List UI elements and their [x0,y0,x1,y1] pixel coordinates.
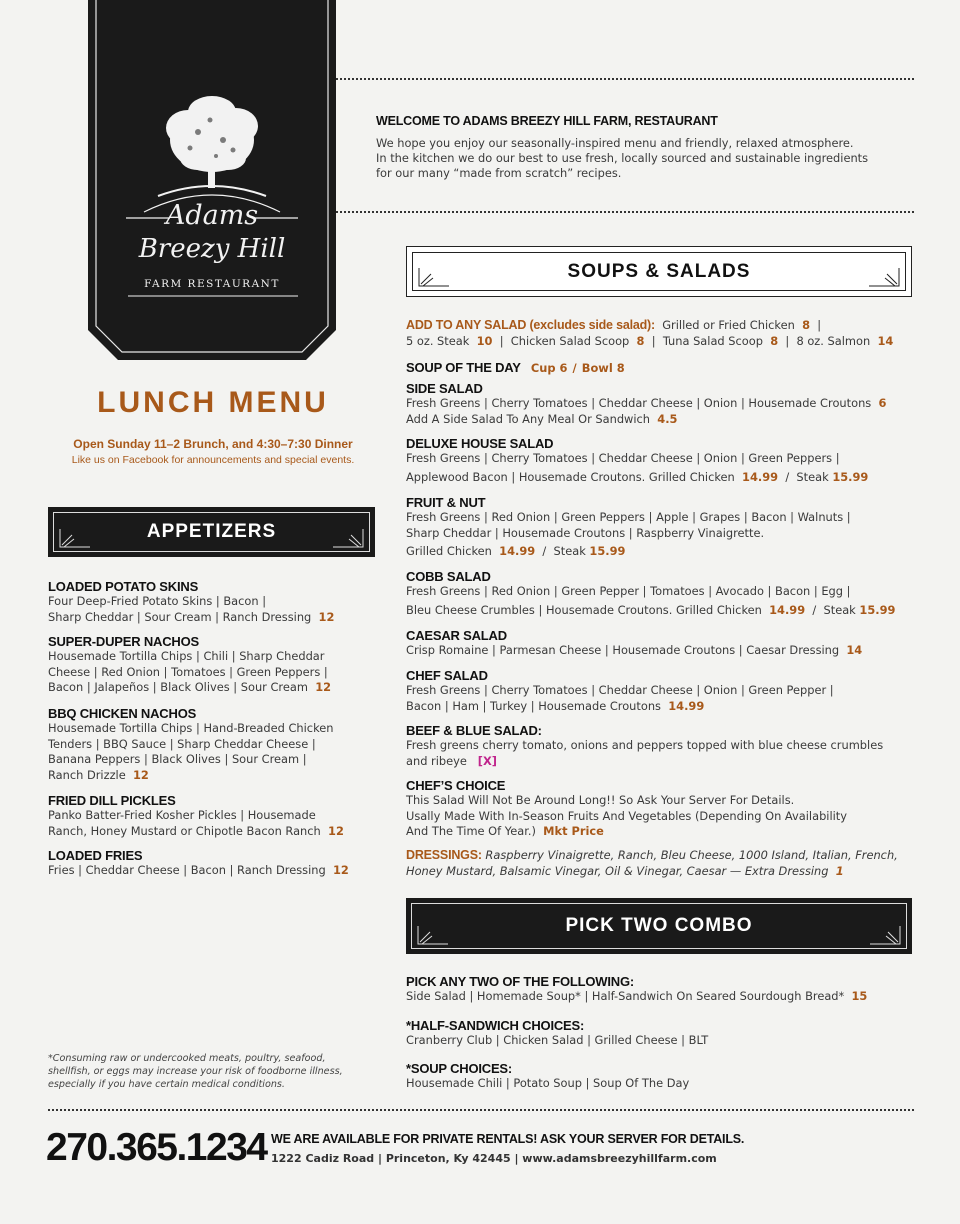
item-name: SUPER-DUPER NACHOS [48,634,199,649]
item-desc: Grilled Chicken 14.99 / Steak 15.99 [406,544,626,558]
item-name: LOADED POTATO SKINS [48,579,199,594]
item-price: 15 [851,989,868,1003]
deluxe-house-salad [406,436,868,485]
beef-blue-salad [406,723,883,769]
side-salad [406,381,886,427]
item-price: 15.99 [589,544,626,558]
item-desc: Fresh Greens | Red Onion | Green Peppers | Apple | Grapes | Bacon | Walnuts | [406,510,851,524]
item-name: CHEF’S CHOICE [406,778,506,793]
logo-line-breezy-hill: Breezy Hill [138,234,286,264]
item-name: BBQ CHICKEN NACHOS [48,706,197,721]
logo-banner [88,0,336,360]
item-price: 12 [132,767,149,782]
item-desc: This Salad Will Not Be Around Long!! So Ask Your Server For Details. [406,793,795,807]
item-price: [X] [477,753,497,768]
item-desc: Usally Made With In-Season Fruits And Vegetables (Depending On Availability [406,808,848,823]
item-name: FRIED DILL PICKLES [48,793,176,808]
item-desc: Cranberry Club | Chicken Salad | Grilled Cheese | BLT [406,1033,709,1047]
item-price: 1 [835,863,844,878]
appetizer-bbq-chicken-nachos [48,706,334,783]
disclaimer [48,1052,343,1091]
item-price: 12 [315,680,332,694]
addon-sep: | [817,318,822,332]
item-price: 14.99 [742,469,779,484]
item-desc: Add A Side Salad To Any Meal Or Sandwich 4.5 [406,411,678,426]
ornament-icon [416,924,450,946]
item-price: Cup 6 [530,361,568,375]
item-name: *HALF-SANDWICH CHOICES: [406,1018,585,1033]
item-desc: Fresh Greens | Cherry Tomatoes | Cheddar Cheese | Onion | Green Pepper | [406,683,834,697]
item-desc: Side Salad | Homemade Soup* | Half-Sandwich On Seared Sourdough Bread* 15 [406,989,868,1003]
item-name: DELUXE HOUSE SALAD [406,436,554,451]
item-price: Bowl 8 [581,361,625,375]
logo-line-adams: Adams [165,200,259,231]
addon-label: ADD TO ANY SALAD (excludes side salad): [406,318,655,332]
dressings [406,848,898,879]
logo-graphic [88,0,336,360]
chefs-choice-salad [406,778,847,840]
item-desc: Ranch, Honey Mustard or Chipotle Bacon Ranch 12 [48,823,344,838]
pick-two-title: PICK TWO COMBO [565,915,753,936]
item-name: COBB SALAD [406,569,491,584]
lunch-hours: Open Sunday 11–2 Brunch, and 4:30–7:30 Dinner [73,437,353,451]
item-desc: and ribeye [X] [406,753,497,768]
ornament-icon [867,266,901,288]
item-price: 12 [332,863,349,877]
item-desc: Ranch Drizzle 12 [48,767,149,782]
address: 1222 Cadiz Road | Princeton, Ky 42445 | www.adamsbreezyhillfarm.com [271,1152,717,1165]
welcome-title: WELCOME TO ADAMS BREEZY HILL FARM, RESTAURANT [376,114,718,128]
item-price: Mkt Price [543,824,604,838]
welcome-line-2: In the kitchen we do our best to use fresh, locally sourced and sustainable ingredients [376,151,869,165]
ornament-icon [868,924,902,946]
item-price: 12 [328,823,344,838]
item-desc: Fresh greens cherry tomato, onions and peppers topped with blue cheese crumbles [406,738,884,752]
item-desc: Fresh Greens | Cherry Tomatoes | Cheddar Cheese | Onion | Green Peppers | [406,451,840,465]
lunch-facebook: Like us on Facebook for announcements and special events. [71,454,355,466]
item-price: 14.99 [769,602,806,617]
appetizer-loaded-fries [48,848,349,879]
pick-any-two [406,974,867,1005]
item-desc: Banana Peppers | Black Olives | Sour Cream | [48,752,307,766]
lunch-menu-title: LUNCH MENU [97,386,329,419]
item-name: LOADED FRIES [48,848,143,863]
ornament-icon [58,527,92,549]
welcome-line-3: for our many “made from scratch” recipes. [376,166,622,180]
ornament-icon [417,266,451,288]
ornament-icon [331,527,365,549]
phone-number: 270.365.1234 [46,1126,267,1169]
addon-option: Tuna Salad Scoop [662,334,763,348]
item-desc: Sharp Cheddar | Sour Cream | Ranch Dressing 12 [48,609,335,624]
soup-of-the-day [406,357,625,376]
item-desc: Four Deep-Fried Potato Skins | Bacon | [48,594,267,608]
item-price: 14 [846,643,863,657]
addon-price: 8 [636,334,645,348]
logo-line-farm-restaurant: FARM RESTAURANT [144,278,280,290]
appetizers-title: APPETIZERS [146,521,277,542]
divider-top [336,78,914,80]
dressings-line-2: Honey Mustard, Balsamic Vinegar, Oil & Vinegar, Caesar — Extra Dressing 1 [406,863,844,878]
appetizers-header [48,507,375,557]
item-desc: Bleu Cheese Crumbles | Housemade Croutons. Grilled Chicken 14.99 / Steak 15.99 [406,602,896,617]
private-rentals: WE ARE AVAILABLE FOR PRIVATE RENTALS! ASK YOUR SERVER FOR DETAILS. [271,1132,745,1146]
item-desc: Housemade Chili | Potato Soup | Soup Of The Day [406,1076,690,1090]
addon-price: 8 [770,334,779,348]
chef-salad [406,668,834,714]
item-price: 15.99 [859,602,896,617]
soups-salads-header [406,246,912,297]
disclaimer-line: especially if you have certain medical conditions. [48,1079,285,1090]
pick-two-header [406,898,912,954]
item-name: BEEF & BLUE SALAD: [406,723,542,738]
addon-price: 8 [802,318,811,332]
item-desc: Sharp Cheddar | Housemade Croutons | Raspberry Vinaigrette. [406,525,765,540]
item-price: 6 [878,396,887,410]
disclaimer-line: *Consuming raw or undercooked meats, poultry, seafood, [48,1053,326,1064]
addon-option: 5 oz. Steak [406,334,470,348]
item-name: SIDE SALAD [406,381,483,396]
item-price: 14.99 [668,698,705,713]
appetizer-fried-dill-pickles [48,793,344,839]
item-desc: Fresh Greens | Cherry Tomatoes | Cheddar Cheese | Onion | Housemade Croutons 6 [406,396,887,410]
caesar-salad [406,628,862,659]
addon-price: 14 [877,334,894,348]
addon-option: Chicken Salad Scoop [510,334,630,348]
fruit-nut-salad [406,495,851,560]
item-desc: Housemade Tortilla Chips | Hand-Breaded Chicken [48,721,334,735]
item-name: FRUIT & NUT [406,495,486,510]
half-sandwich-choices [406,1018,708,1049]
item-desc: Cheese | Red Onion | Tomatoes | Green Peppers | [48,664,328,679]
item-name: CHEF SALAD [406,668,488,683]
addon-line-2: 5 oz. Steak 10 | Chicken Salad Scoop 8 | Tuna Salad Scoop 8 | 8 oz. Salmon 14 [406,334,894,348]
price-sep: / [572,361,577,375]
dressings-label: DRESSINGS: [406,848,482,862]
item-desc: Tenders | BBQ Sauce | Sharp Cheddar Cheese | [48,736,316,751]
soups-salads-title: SOUPS & SALADS [567,260,751,282]
item-desc: Crisp Romaine | Parmesan Cheese | Housemade Croutons | Caesar Dressing 14 [406,643,863,657]
appetizer-loaded-potato-skins [48,579,334,625]
item-desc: Applewood Bacon | Housemade Croutons. Grilled Chicken 14.99 / Steak 15.99 [406,469,869,484]
addon-line-1 [406,317,916,333]
item-desc: Fresh Greens | Red Onion | Green Pepper | Tomatoes | Avocado | Bacon | Egg | [406,584,851,598]
addon-option: 8 oz. Salmon [796,334,871,348]
item-name: CAESAR SALAD [406,628,507,643]
item-desc: Housemade Tortilla Chips | Chili | Sharp Cheddar [48,649,325,663]
divider-footer [48,1109,914,1111]
item-name: *SOUP CHOICES: [406,1061,513,1076]
disclaimer-line: shellfish, or eggs may increase your risk of foodborne illness, [48,1066,343,1077]
addon-option: Grilled or Fried Chicken [662,318,795,332]
item-price: 15.99 [832,469,869,484]
appetizer-super-duper-nachos [48,634,331,696]
item-price: 14.99 [499,544,536,558]
cobb-salad [406,569,895,618]
item-desc: Bacon | Jalapeños | Black Olives | Sour Cream 12 [48,680,332,694]
item-name: PICK ANY TWO OF THE FOLLOWING: [406,974,634,989]
item-desc: Panko Batter-Fried Kosher Pickles | Housemade [48,808,316,822]
dressings-line-1: DRESSINGS: Raspberry Vinaigrette, Ranch, Bleu Cheese, 1000 Island, Italian, French, [406,848,898,862]
divider-welcome [336,211,914,213]
salad-addons [406,317,916,349]
welcome-line-1: We hope you enjoy our seasonally-inspired menu and friendly, relaxed atmosphere. [376,136,854,150]
item-name: SOUP OF THE DAY [406,360,521,375]
item-desc: Bacon | Ham | Turkey | Housemade Croutons 14.99 [406,698,705,713]
item-desc: Fries | Cheddar Cheese | Bacon | Ranch Dressing 12 [48,863,349,877]
item-desc: And The Time Of Year.) Mkt Price [406,824,604,838]
item-price: 4.5 [657,411,678,426]
soup-choices [406,1061,689,1092]
item-price: 12 [318,609,335,624]
addon-price: 10 [476,334,493,348]
